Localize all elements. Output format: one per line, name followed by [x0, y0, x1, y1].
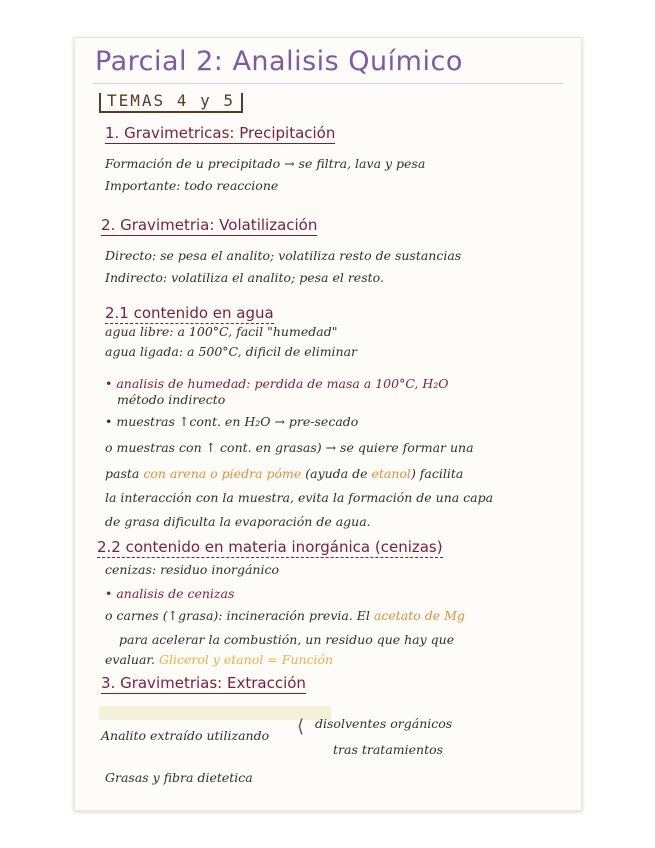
notebook-page — [74, 37, 582, 811]
s21-line-6: o muestras con ↑ cont. en grasas) → se quiere formar una — [105, 440, 474, 455]
s22-line-2: • analisis de cenizas — [105, 586, 235, 601]
s21-line-7c: (ayuda de — [301, 466, 372, 481]
s3-line-2: Grasas y fibra dietetica — [105, 770, 253, 785]
s22-line-3a: o carnes (↑grasa): incineración previa. El — [105, 608, 374, 623]
s22-line-5 — [105, 654, 333, 667]
s21-line-7b: con arena o piedra póme — [143, 466, 302, 481]
s21-line-9: de grasa dificulta la evaporación de agua. — [105, 514, 371, 529]
s22-line-3 — [105, 610, 465, 623]
s22-line-3b: acetato de Mg — [373, 608, 465, 623]
s21-line-7a: pasta — [105, 466, 144, 481]
s22-line-1: cenizas: residuo inorgánico — [105, 562, 279, 577]
s21-line-7 — [105, 468, 463, 481]
s3-branch-top: disolventes orgánicos — [315, 716, 453, 731]
s21-line-5: • muestras ↑cont. en H₂O → pre-secado — [105, 414, 359, 429]
s22-line-4: para acelerar la combustión, un residuo que hay que — [119, 632, 455, 647]
s1-line-2: Importante: todo reaccione — [105, 178, 279, 193]
s3-branch-bottom: tras tratamientos — [333, 742, 444, 757]
s21-line-4: método indirecto — [117, 392, 226, 407]
s1-line-1: Formación de u precipitado → se filtra, lava y pesa — [105, 156, 426, 171]
branch-bracket-icon: ⟨ — [297, 716, 305, 737]
s21-line-8: la interacción con la muestra, evita la formación de una capa — [105, 490, 494, 505]
section-3-heading: 3. Gravimetrias: Extracción — [101, 674, 306, 692]
section-2-2-heading: 2.2 contenido en materia inorgánica (cenizas) — [97, 538, 443, 556]
temas-label: TEMAS 4 y 5 — [99, 93, 243, 113]
s2-line-2: Indirecto: volatiliza el analito; pesa el resto. — [105, 270, 384, 285]
s21-line-3: • analisis de humedad: perdida de masa a 100°C, H₂O — [105, 376, 449, 391]
s22-line-5b: Glicerol y etanol = Función — [158, 652, 334, 667]
title-divider — [93, 83, 563, 84]
s2-line-1: Directo: se pesa el analito; volatiliza resto de sustancias — [105, 248, 462, 263]
section-2-1-heading: 2.1 contenido en agua — [105, 304, 274, 322]
s21-line-7e: ) facilita — [410, 466, 464, 481]
s21-line-1: agua libre: a 100°C, facil "humedad" — [105, 324, 338, 339]
s21-line-2: agua ligada: a 500°C, dificil de eliminar — [105, 344, 358, 359]
s21-line-7d: etanol — [371, 466, 411, 481]
section-1-heading: 1. Gravimetricas: Precipitación — [105, 124, 336, 142]
page-title: Parcial 2: Analisis Químico — [95, 46, 463, 77]
s22-line-5a: evaluar. — [105, 652, 159, 667]
section-2-heading: 2. Gravimetria: Volatilización — [101, 216, 318, 234]
s3-line-1: Analito extraído utilizando — [101, 728, 270, 743]
